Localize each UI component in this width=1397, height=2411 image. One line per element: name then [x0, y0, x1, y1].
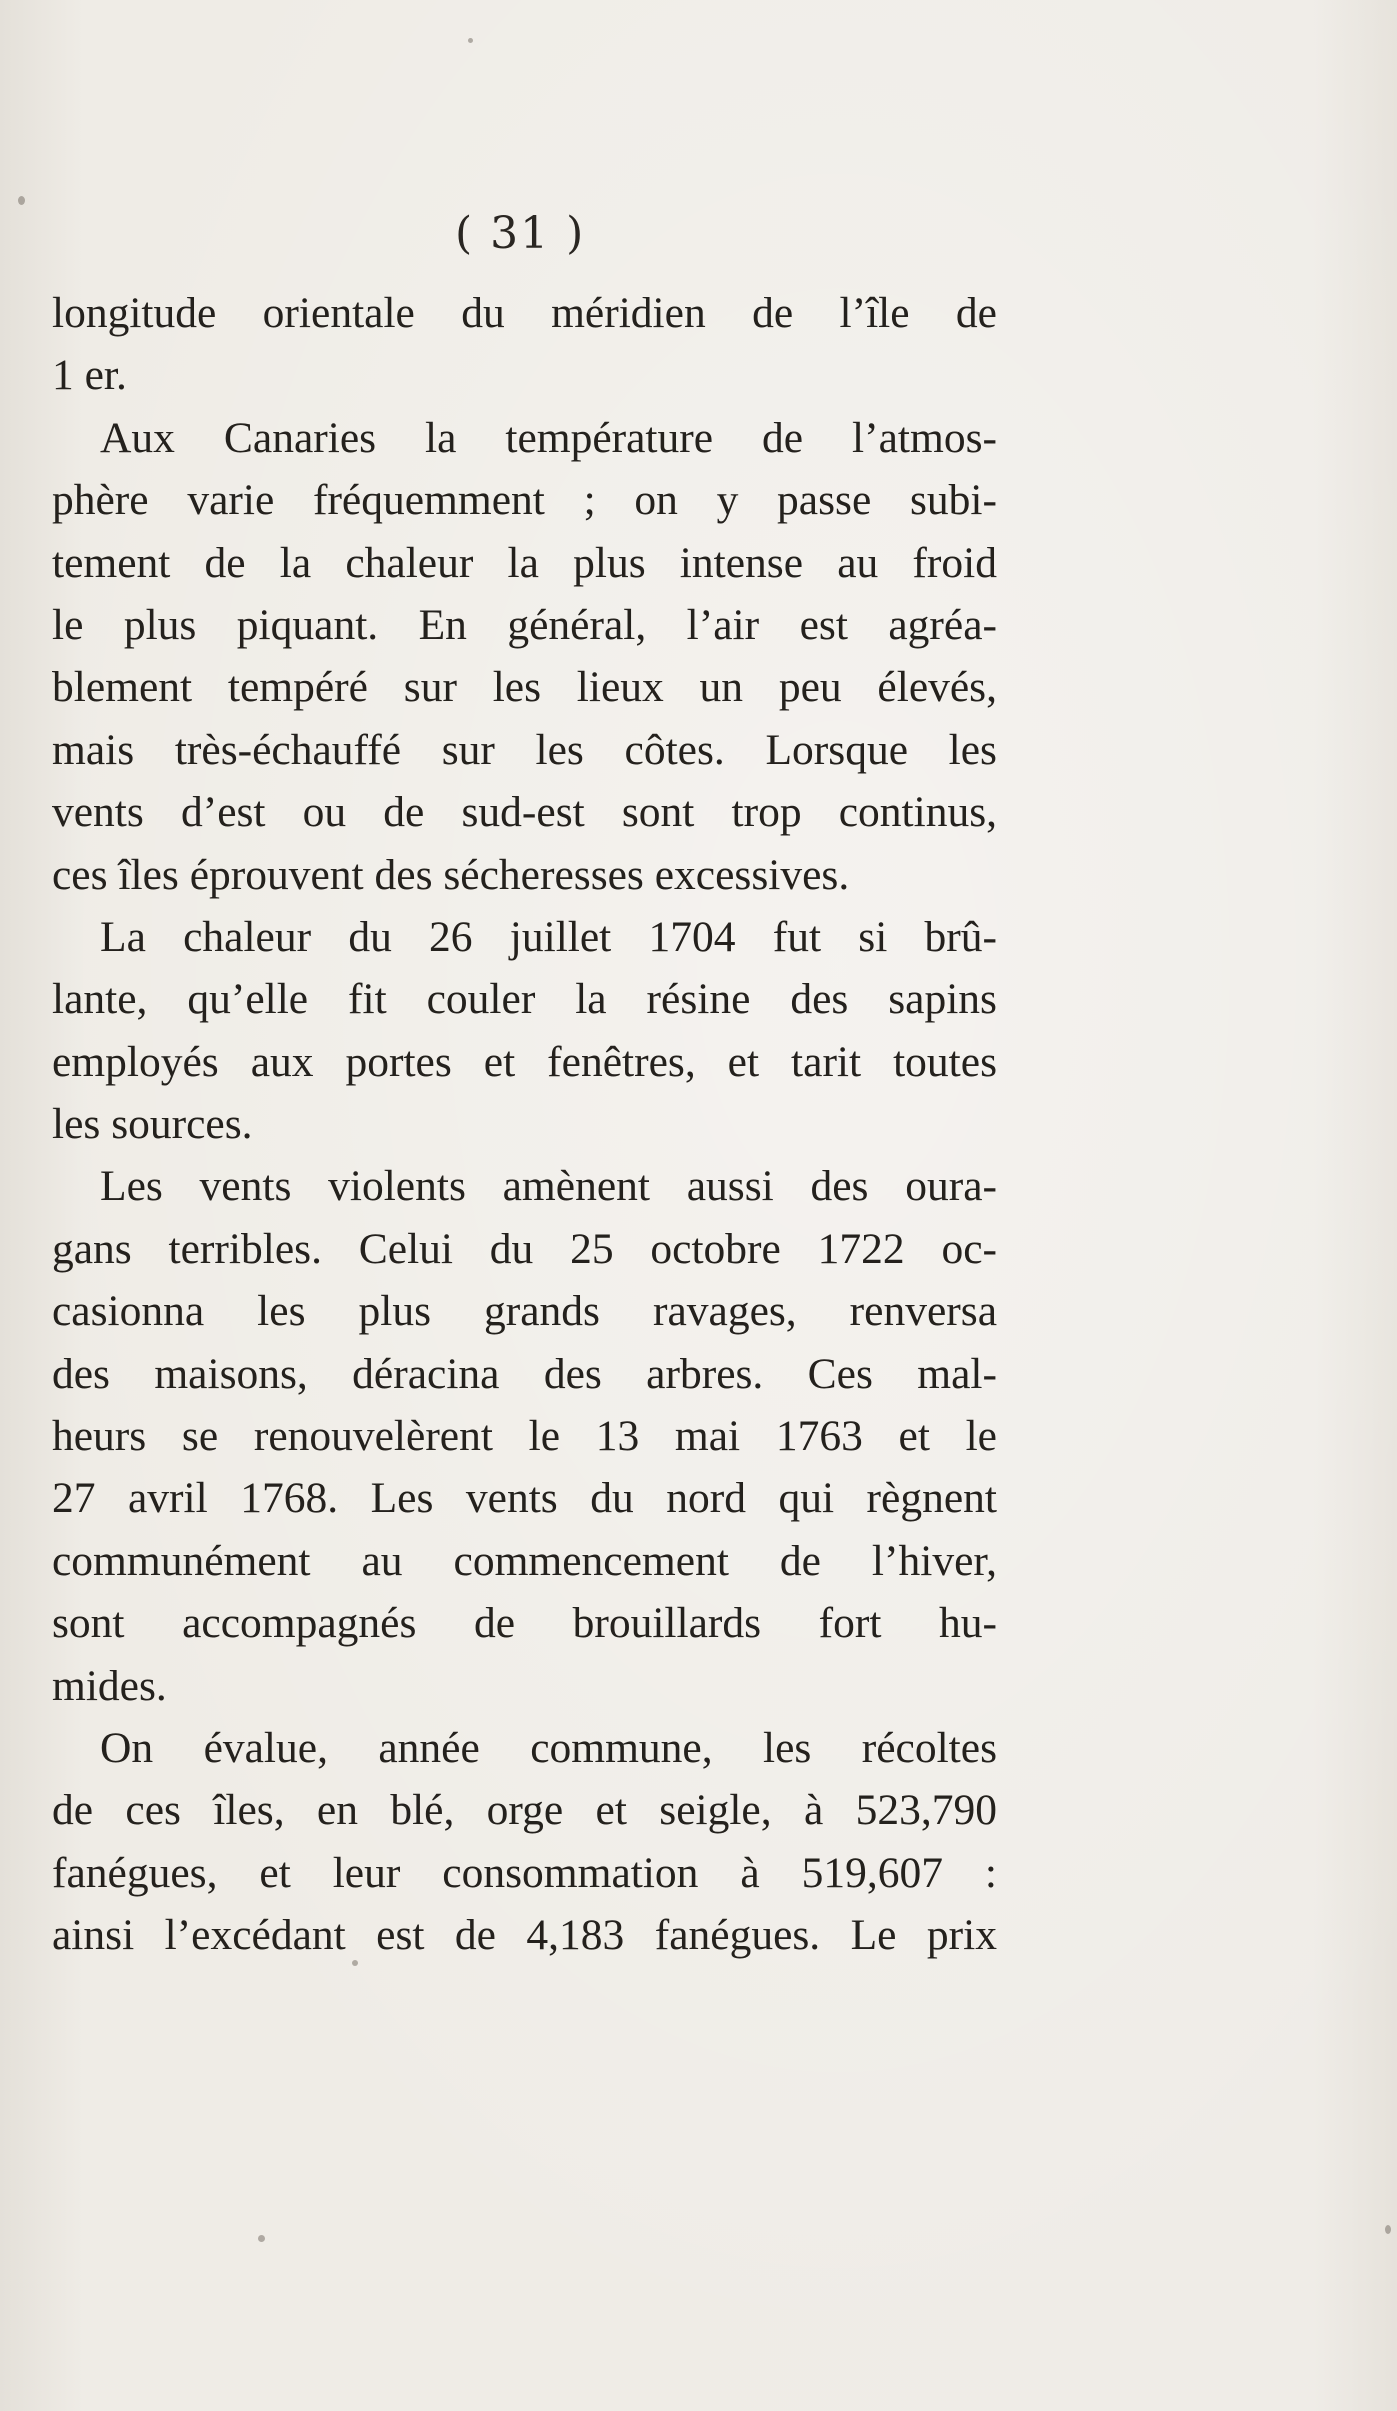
- text-line: 27 avril 1768. Les vents du nord qui règnent: [52, 1474, 997, 1523]
- text-line: Les vents violents amènent aussi des oura-: [100, 1162, 997, 1211]
- text-line: le plus piquant. En général, l’air est agréa-: [52, 600, 997, 649]
- text-line: vents d’est ou de sud-est sont trop continus,: [52, 788, 997, 837]
- paper-speck: [352, 1960, 358, 1966]
- page-number: ( 31 ): [455, 208, 586, 259]
- text-line: de ces îles, en blé, orge et seigle, à 523,790: [52, 1786, 997, 1835]
- text-line: communément au commencement de l’hiver,: [52, 1536, 997, 1585]
- text-line: employés aux portes et fenêtres, et tarit toutes: [52, 1037, 997, 1086]
- paper-speck: [258, 2235, 265, 2242]
- text-line: mides.: [52, 1661, 167, 1710]
- text-line: des maisons, déracina des arbres. Ces mal-: [52, 1349, 997, 1398]
- text-line: gans terribles. Celui du 25 octobre 1722 oc-: [52, 1224, 997, 1273]
- paper-speck: [1385, 2225, 1391, 2234]
- text-line: On évalue, année commune, les récoltes: [100, 1723, 997, 1772]
- body-text: [52, 282, 997, 1967]
- text-line: mais très-échauffé sur les côtes. Lorsque les: [52, 725, 997, 774]
- text-line: tement de la chaleur la plus intense au froid: [52, 538, 997, 587]
- text-line: sont accompagnés de brouillards fort hu-: [52, 1599, 997, 1648]
- text-line: La chaleur du 26 juillet 1704 fut si brû-: [100, 912, 997, 961]
- text-line: phère varie fréquemment ; on y passe subi-: [52, 476, 997, 525]
- text-line: ainsi l’excédant est de 4,183 fanégues. Le prix: [52, 1911, 997, 1960]
- paper-speck: [18, 196, 25, 205]
- paper-speck: [468, 38, 473, 43]
- text-line: fanégues, et leur consommation à 519,607 :: [52, 1848, 997, 1897]
- text-line: heurs se renouvelèrent le 13 mai 1763 et le: [52, 1412, 997, 1461]
- text-line: longitude orientale du méridien de l’île de: [52, 289, 997, 337]
- text-line: ces îles éprouvent des sécheresses excessives.: [52, 850, 850, 899]
- text-line: les sources.: [52, 1100, 253, 1149]
- text-line: lante, qu’elle fit couler la résine des sapins: [52, 975, 997, 1024]
- text-line: 1 er.: [52, 351, 127, 400]
- text-line: casionna les plus grands ravages, renversa: [52, 1287, 997, 1336]
- text-line: blement tempéré sur les lieux un peu élevés,: [52, 663, 997, 712]
- text-line: Aux Canaries la température de l’atmos-: [100, 413, 997, 462]
